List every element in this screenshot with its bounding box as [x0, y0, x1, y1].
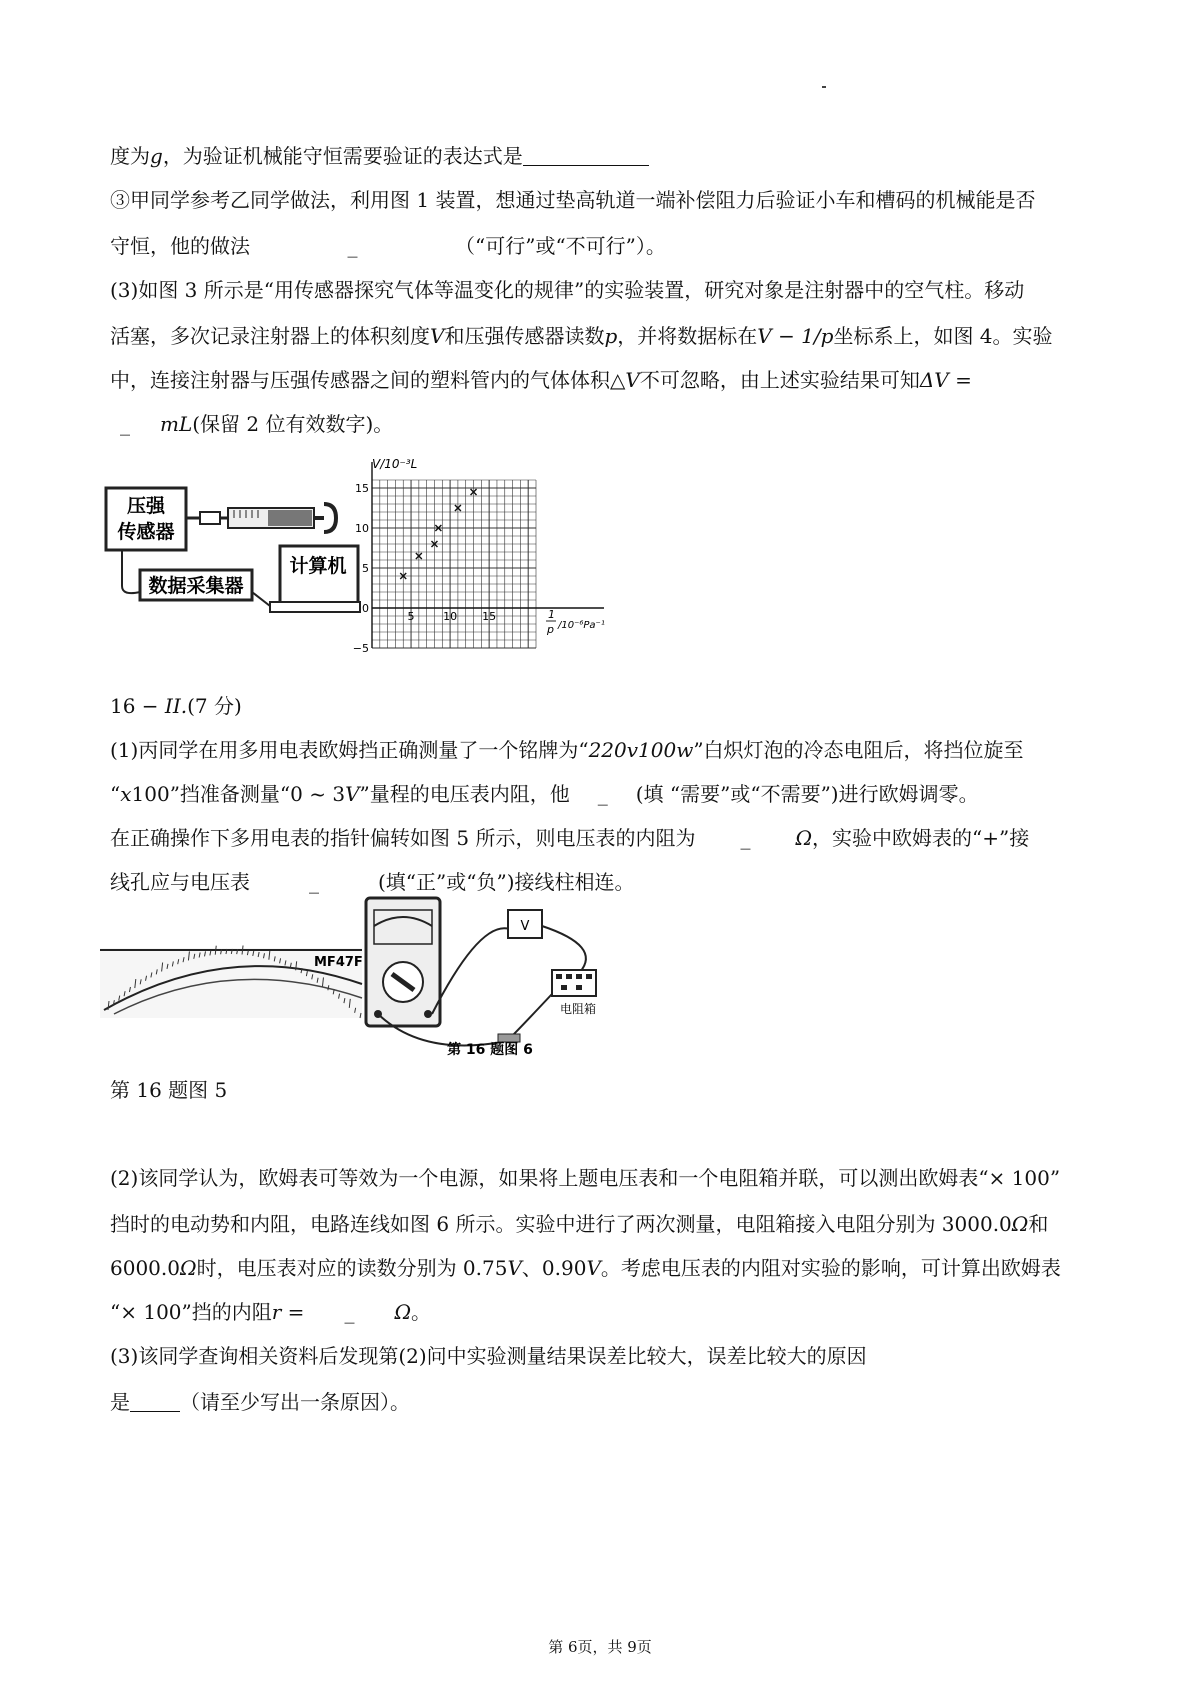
chart-y-axis-label: V/10⁻³L [372, 457, 418, 471]
chart-y-tick-label: 15 [355, 482, 369, 495]
answer-blank[interactable] [130, 1391, 180, 1412]
chart-x-axis-label-num: 1 [548, 608, 555, 621]
text-line-16: “× 100”挡的内阻r = _ Ω。 [110, 1300, 432, 1324]
computer-label: 计算机 [289, 555, 347, 577]
text-line-8: 16 − II.(7 分) [110, 694, 242, 718]
text-line-12: 线孔应与电压表 _ (填“正”或“负”)接线柱相连。 [110, 870, 635, 894]
text-line-1: 度为g，为验证机械能守恒需要验证的表达式是 [110, 142, 649, 170]
pressure-sensor-label-1: 压强 [126, 495, 166, 517]
text-line-11: 在正确操作下多用电表的指针偏转如图 5 所示，则电压表的内阻为 _ Ω，实验中欧姆表的“+”接 [110, 826, 1030, 850]
voltmeter-label: V [520, 919, 530, 934]
data-collector-label: 数据采集器 [148, 575, 244, 597]
text-line-7: _ mL(保留 2 位有效数字)。 [120, 412, 394, 436]
figure-5-meter-scale [100, 944, 362, 1020]
text-line-5: 活塞，多次记录注射器上的体积刻度V和压强传感器读数p，并将数据标在V − 1/p坐标系上，如图 4。实验 [110, 324, 1053, 348]
text-line-9: (1)丙同学在用多用电表欧姆挡正确测量了一个铭牌为“220v100w”白炽灯泡的冷态电阻后，将挡位旋至 [110, 738, 1024, 762]
chart-x-axis-label-den: p [547, 623, 554, 636]
figure-4-chart [352, 452, 622, 655]
answer-blank[interactable] [523, 145, 649, 166]
meter-brand: MF47F [314, 955, 363, 970]
chart-x-tick-label: 10 [443, 610, 458, 623]
text-line-6: 中，连接注射器与压强传感器之间的塑料管内的气体体积△V不可忽略，由上述实验结果可知ΔV = [110, 368, 972, 392]
figure-6-caption: 第 16 题图 6 [447, 1042, 533, 1058]
chart-x-tick-label: 15 [482, 610, 497, 623]
page-footer: 第 6页，共 9页 [548, 1638, 652, 1656]
text-line-2: ③甲同学参考乙同学做法，利用图 1 装置，想通过垫高轨道一端补偿阻力后验证小车和槽码的机械能是否 [110, 188, 1036, 212]
text-line-17: (3)该同学查询相关资料后发现第(2)问中实验测量结果误差比较大，误差比较大的原因 [110, 1344, 867, 1368]
chart-y-tick-label: 0 [362, 602, 369, 615]
text-line-13: (2)该同学认为，欧姆表可等效为一个电源，如果将上题电压表和一个电阻箱并联，可以测出欧姆表“× 100” [110, 1166, 1061, 1190]
chart-y-tick-label: −5 [352, 642, 369, 655]
chart-y-tick-label: 5 [362, 562, 369, 575]
scan-speck [822, 86, 826, 88]
resistor-box-label: 电阻箱 [560, 1002, 597, 1016]
pressure-sensor-label-2: 传感器 [117, 521, 175, 543]
text-line-18: 是 （请至少写出一条原因）。 [110, 1390, 410, 1414]
figure-6-circuit [362, 896, 612, 1062]
switch [498, 1034, 520, 1042]
text-line-14: 挡时的电动势和内阻，电路连线如图 6 所示。实验中进行了两次测量，电阻箱接入电阻分别为 3000.0Ω和 [110, 1212, 1049, 1236]
chart-y-tick-label: 10 [355, 522, 369, 535]
text-line-3: 守恒，他的做法 _ （“可行”或“不可行”）。 [110, 234, 666, 258]
resistor-box [552, 970, 596, 996]
chart-x-axis-label-unit: /10⁻⁶Pa⁻¹ [558, 620, 605, 631]
figure-3-apparatus [100, 466, 362, 616]
chart-x-tick-label: 5 [407, 610, 415, 623]
text-line-4: (3)如图 3 所示是“用传感器探究气体等温变化的规律”的实验装置，研究对象是注射器中的空气柱。移动 [110, 278, 1025, 302]
text-line-10: “x100”挡准备测量“0 ~ 3V”量程的电压表内阻，他 _ (填 “需要”或“不需要”)进行欧姆调零。 [110, 782, 979, 806]
text-line-15: 6000.0Ω时，电压表对应的读数分别为 0.75V、0.90V。考虑电压表的内阻对实验的影响，可计算出欧姆表 [110, 1256, 1061, 1280]
figure-5-caption: 第 16 题图 5 [110, 1078, 228, 1102]
